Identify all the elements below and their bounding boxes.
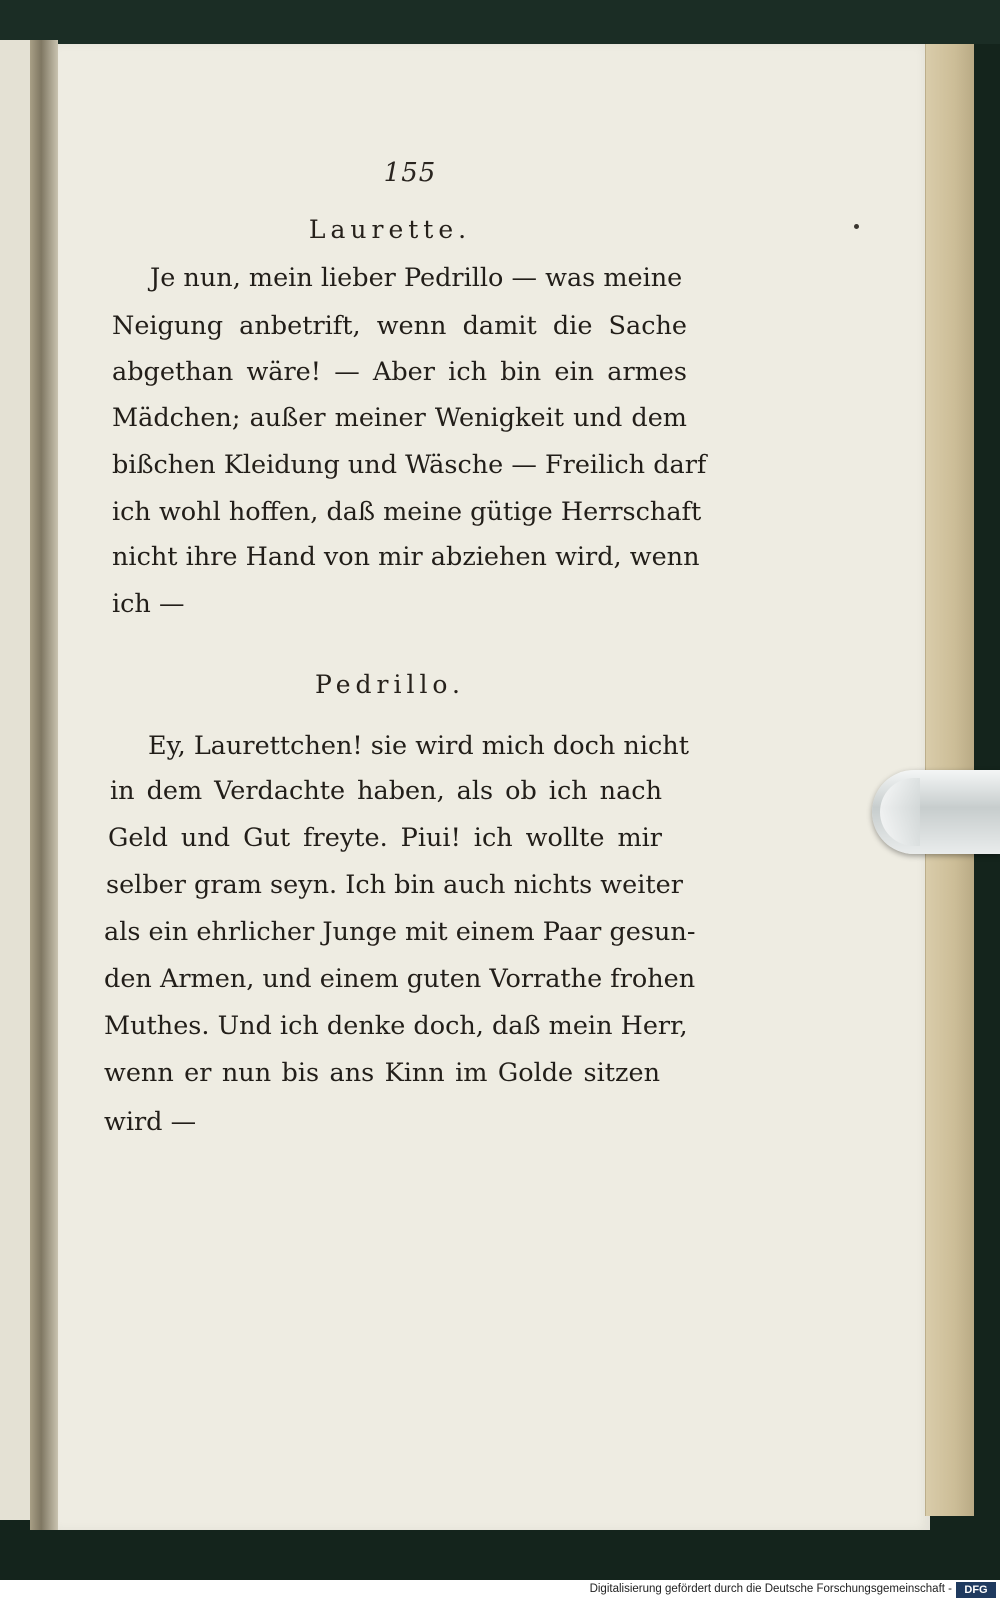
text-line: als ein ehrlicher Junge mit einem Paar gesun- [104, 917, 696, 947]
text-line: wird — [104, 1107, 197, 1137]
footer-bar [0, 1580, 1000, 1602]
text-line: bißchen Kleidung und Wäsche — Freilich darf [112, 450, 707, 480]
book-gutter [30, 40, 58, 1530]
text-line: Neigung anbetrift, wenn damit die Sache [112, 311, 687, 341]
text-line: Ey, Laurettchen! sie wird mich doch nicht [148, 731, 689, 761]
dfg-logo: DFG [956, 1582, 996, 1598]
text-line: selber gram seyn. Ich bin auch nichts weiter [106, 870, 683, 900]
text-line: den Armen, und einem guten Vorrathe frohen [104, 964, 696, 994]
text-line: Muthes. Und ich denke doch, daß mein Herr, [104, 1011, 688, 1041]
text-line: ich — [112, 589, 185, 619]
text-line: Je nun, mein lieber Pedrillo — was meine [150, 263, 683, 293]
speaker-heading-laurette: Laurette. [308, 215, 472, 244]
speaker-heading-pedrillo: Pedrillo. [315, 670, 465, 699]
previous-page-edge [0, 40, 32, 1520]
text-line: in dem Verdachte haben, als ob ich nach [110, 776, 662, 806]
page-clip [872, 770, 1000, 854]
scan-background-top [0, 0, 1000, 44]
ink-speck [854, 224, 859, 229]
text-line: abgethan wäre! — Aber ich bin ein armes [112, 357, 687, 387]
page-number: 155 [383, 158, 437, 188]
text-line: Mädchen; außer meiner Wenigkeit und dem [112, 403, 687, 433]
footer-credit: Digitalisierung gefördert durch die Deutsche Forschungsgemeinschaft - [589, 1583, 952, 1595]
text-line: wenn er nun bis ans Kinn im Golde sitzen [104, 1058, 660, 1088]
text-line: Geld und Gut freyte. Piui! ich wollte mir [108, 823, 662, 853]
text-line: ich wohl hoffen, daß meine gütige Herrschaft [112, 497, 702, 527]
text-line: nicht ihre Hand von mir abziehen wird, wenn [112, 542, 700, 572]
